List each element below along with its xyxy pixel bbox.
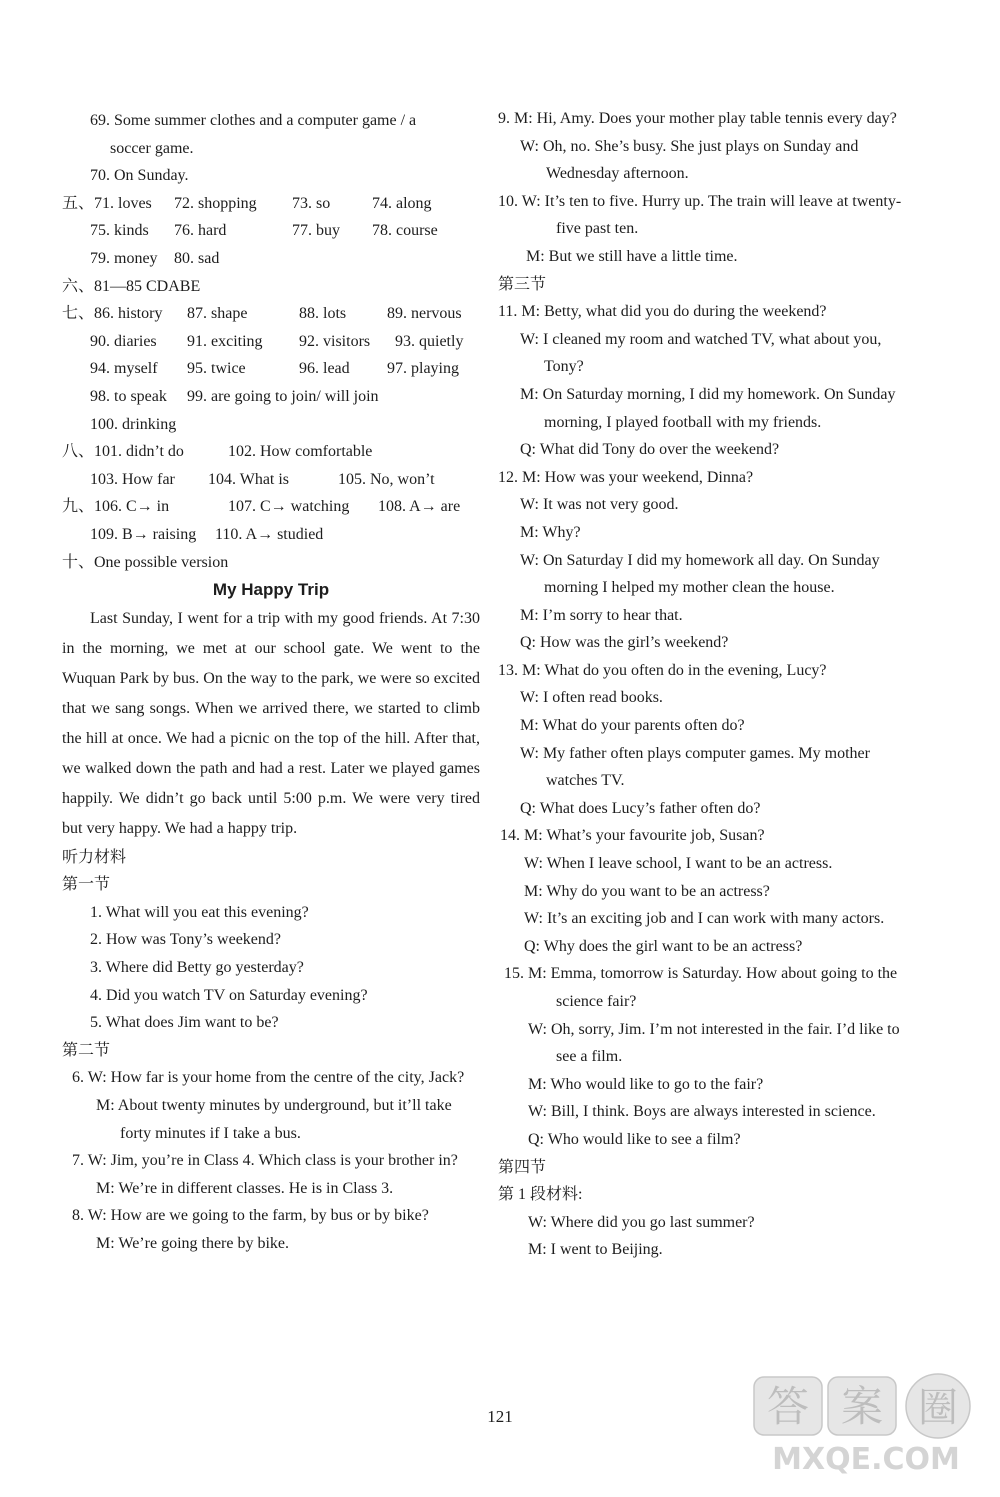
dialog-12-m2: M: Why? xyxy=(520,523,581,541)
dialog-12-w: W: It was not very good. xyxy=(520,496,679,514)
dialog-7-m: M: We’re in different classes. He is in Class 3. xyxy=(96,1179,394,1197)
dialog-10-w: 10. W: It’s ten to five. Hurry up. The train will leave at twenty-five past ten. xyxy=(498,192,902,238)
dialog-7-w: 7. W: Jim, you’re in Class 4. Which class is your brother in? xyxy=(72,1152,458,1170)
dialog-13-w2: W: My father often plays computer games. My mother watches TV. xyxy=(520,744,870,790)
section-8-row1: 八、101. didn’t do 102. How comfortable xyxy=(62,443,373,461)
dialog-14-w2: W: It’s an exciting job and I can work with many actors. xyxy=(524,910,885,928)
question-4: 4. Did you watch TV on Saturday evening? xyxy=(90,986,368,1004)
essay-paragraph: Last Sunday, I went for a trip with my good friends. At 7:30 in the morning, we met at our school gate. We went to the Wuquan Park by bus. On the way to the park, we were so excited that we sang songs. When we arrived there, we started to climb the hill at once. We had a picnic on the top of the hill. After that, we walked down the path and had a rest. Later we played games happily. We didn’t go back until 5:00 p.m. We were very tired but very happy. We had a happy trip. xyxy=(62,609,480,837)
dialog-12-w2: W: On Saturday I did my homework all day. On Sunday morning I helped my mother clean the house. xyxy=(520,551,880,597)
dialog-14-m: 14. M: What’s your favourite job, Susan? xyxy=(500,827,765,845)
listening-heading: 听力材料 xyxy=(62,848,127,866)
part-1-heading: 第一节 xyxy=(62,876,111,894)
answer-70: 70. On Sunday. xyxy=(90,167,189,185)
section-7-row1: 七、86. history 87. shape 88. lots 89. nervous xyxy=(62,305,462,323)
question-1: 1. What will you eat this evening? xyxy=(90,903,309,921)
section-5-row2: 75. kinds 76. hard 77. buy 78. course xyxy=(90,222,438,240)
dialog-12-m3: M: I’m sorry to hear that. xyxy=(520,606,683,624)
page-number: 121 xyxy=(487,1407,513,1426)
answer-69-cont: soccer game. xyxy=(110,139,194,157)
section-9-row1: 九、106. C→ in 107. C→ watching 108. A→ are xyxy=(62,498,461,516)
watermark-char-2: 案 xyxy=(840,1382,884,1431)
section-8-row2: 103. How far 104. What is 105. No, won’t xyxy=(90,470,435,488)
dialog-8-w: 8. W: How are we going to the farm, by bus or by bike? xyxy=(72,1207,429,1225)
dialog-13-m2: M: What do your parents often do? xyxy=(520,717,745,735)
dialog-13-q: Q: What does Lucy’s father often do? xyxy=(520,799,761,817)
dialog-12-m: 12. M: How was your weekend, Dinna? xyxy=(498,468,754,486)
right-column xyxy=(498,105,910,1264)
dialog-11-q: Q: What did Tony do over the weekend? xyxy=(520,441,780,459)
dialog-15-m: 15. M: Emma, tomorrow is Saturday. How about going to the science fair? xyxy=(504,965,898,1010)
dialog-15-m2: M: Who would like to go to the fair? xyxy=(528,1075,764,1093)
part-4-heading: 第四节 xyxy=(498,1158,547,1176)
section-10: 十、One possible version xyxy=(62,553,229,571)
dialog-13-w: W: I often read books. xyxy=(520,689,663,707)
question-3: 3. Where did Betty go yesterday? xyxy=(90,959,304,977)
left-column xyxy=(62,107,480,1258)
dialog-15-w2: W: Bill, I think. Boys are always interested in science. xyxy=(528,1103,876,1121)
dialog-13-m: 13. M: What do you often do in the evening, Lucy? xyxy=(498,661,827,679)
section-9-row2: 109. B→ raising 110. A→ studied xyxy=(90,525,324,543)
dialog-11-w: W: I cleaned my room and watched TV, what about you, Tony? xyxy=(520,330,882,376)
dialog-11-m: 11. M: Betty, what did you do during the weekend? xyxy=(498,303,827,321)
essay-body xyxy=(62,604,480,844)
question-5: 5. What does Jim want to be? xyxy=(90,1014,279,1032)
dialog-14-w: W: When I leave school, I want to be an actress. xyxy=(524,855,833,873)
part-2-heading: 第二节 xyxy=(62,1041,111,1059)
section-7-row5: 100. drinking xyxy=(90,415,177,433)
section-5-row3: 79. money 80. sad xyxy=(90,249,220,267)
segment-1-w: W: Where did you go last summer? xyxy=(528,1213,755,1231)
section-5-row1: 五、71. loves 72. shopping 73. so 74. along xyxy=(62,194,432,212)
dialog-9-m: 9. M: Hi, Amy. Does your mother play table tennis every day? xyxy=(498,110,897,127)
essay-title: My Happy Trip xyxy=(212,580,330,600)
section-6: 六、81—85 CDABE xyxy=(62,277,201,295)
dialog-10-m: M: But we still have a little time. xyxy=(526,247,738,265)
part-3-heading: 第三节 xyxy=(498,275,547,293)
segment-1-heading: 第 1 段材料: xyxy=(498,1186,583,1204)
watermark-logo xyxy=(748,1369,978,1479)
dialog-11-m2: M: On Saturday morning, I did my homework. On Sunday morning, I played football with my friends. xyxy=(520,385,896,431)
dialog-6-m: M: About twenty minutes by underground, but it’ll take forty minutes if I take a bus. xyxy=(96,1097,452,1142)
section-7-row4: 98. to speak 99. are going to join/ will join xyxy=(90,387,379,405)
section-7-row2: 90. diaries 91. exciting 92. visitors 93. quietly xyxy=(90,332,464,350)
dialog-14-m2: M: Why do you want to be an actress? xyxy=(524,882,770,900)
dialog-12-q: Q: How was the girl’s weekend? xyxy=(520,634,729,652)
watermark-url: MXQE.COM xyxy=(772,1442,960,1477)
segment-1-m: M: I went to Beijing. xyxy=(528,1241,663,1259)
answer-69: 69. Some summer clothes and a computer game / a xyxy=(90,112,417,129)
watermark-char-1: 答 xyxy=(766,1382,810,1431)
dialog-14-q: Q: Why does the girl want to be an actress? xyxy=(524,937,803,955)
dialog-8-m: M: We’re going there by bike. xyxy=(96,1235,290,1252)
dialog-9-w: W: Oh, no. She’s busy. She just plays on Sunday and Wednesday afternoon. xyxy=(520,137,859,183)
watermark-char-3: 圈 xyxy=(918,1385,958,1431)
dialog-15-w: W: Oh, sorry, Jim. I’m not interested in the fair. I’d like to see a film. xyxy=(528,1020,900,1066)
question-2: 2. How was Tony’s weekend? xyxy=(90,931,281,949)
dialog-15-q: Q: Who would like to see a film? xyxy=(528,1130,741,1148)
dialog-6-w: 6. W: How far is your home from the centre of the city, Jack? xyxy=(72,1069,465,1087)
section-7-row3: 94. myself 95. twice 96. lead 97. playing xyxy=(90,360,459,378)
